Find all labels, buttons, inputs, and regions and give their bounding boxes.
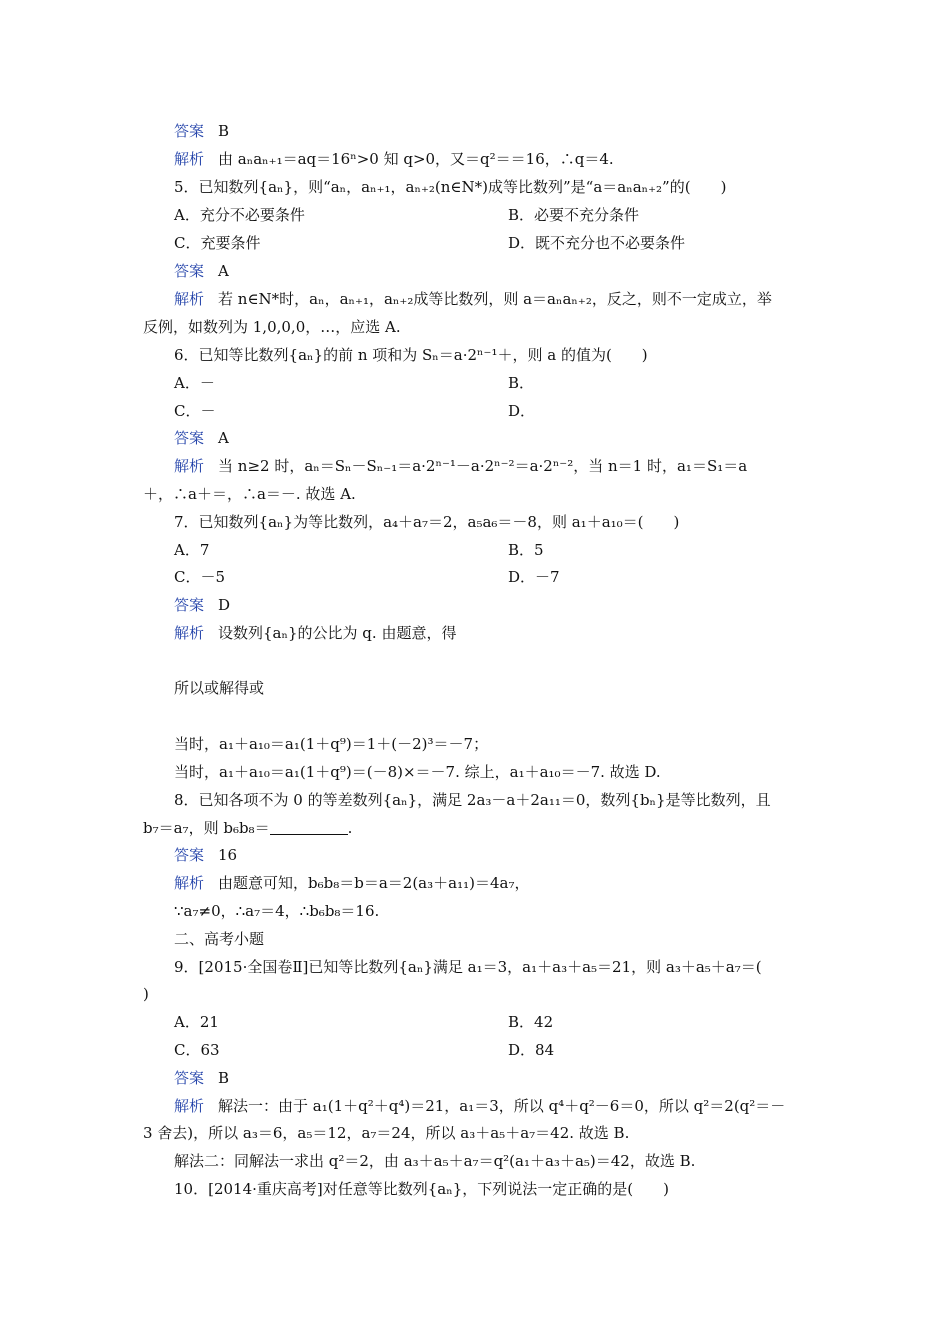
answer-label: 答案 xyxy=(174,1069,205,1087)
q5-option-b: B．必要不充分条件 xyxy=(508,206,640,224)
q5-option-d: D．既不充分也不必要条件 xyxy=(508,234,686,252)
q5-option-a: A．充分不必要条件 xyxy=(174,206,305,224)
q7-analysis-line3: 当时，a₁＋a₁₀＝a₁(1＋q⁹)＝1＋(－2)³＝－7； xyxy=(174,735,489,753)
q5-analysis-line1: 解析 若 n∈N*时，aₙ，aₙ₊₁，aₙ₊₂成等比数列，则 a＝aₙaₙ₊₂，反之，则不一定成立，举 xyxy=(174,290,772,308)
q9-option-c: C．63 xyxy=(174,1041,220,1059)
q6-analysis-line1: 解析 当 n≥2 时，aₙ＝Sₙ－Sₙ₋₁＝a·2ⁿ⁻¹－a·2ⁿ⁻²＝a·2ⁿ⁻²，当 n＝1 时，a₁＝S₁＝a xyxy=(174,457,748,475)
q9-option-d: D．84 xyxy=(508,1041,555,1059)
q6-answer-line xyxy=(0,425,950,452)
q7-option-a: A．7 xyxy=(174,541,210,559)
q9-analysis-line2: 3 舍去)，所以 a₃＝6，a₅＝12，a₇＝24，所以 a₃＋a₅＋a₇＝42. 故选 B. xyxy=(143,1124,630,1142)
q6-stem: 6．已知等比数列{aₙ}的前 n 项和为 Sₙ＝a·2ⁿ⁻¹＋，则 a 的值为( ) xyxy=(174,346,648,364)
q5-options-row1 xyxy=(0,202,950,229)
q9-stem-line2: ) xyxy=(143,985,149,1003)
q7-option-d: D．－7 xyxy=(508,568,560,586)
q9-stem-line1: 9．[2015·全国卷Ⅱ]已知等比数列{aₙ}满足 a₁＝3，a₁＋a₃＋a₅＝21，则 a₃＋a₅＋a₇＝( xyxy=(174,958,762,976)
q5-answer-line xyxy=(0,258,950,285)
q7-analysis-line4: 当时，a₁＋a₁₀＝a₁(1＋q⁹)＝(－8)×＝－7. 综上，a₁＋a₁₀＝－7. 故选 D. xyxy=(174,763,661,781)
q5-answer: A xyxy=(218,262,229,280)
q8-answer-line xyxy=(0,842,950,869)
analysis-label: 解析 xyxy=(174,874,205,892)
q9-answer: B xyxy=(218,1069,230,1087)
q8-stem-line2: b₇＝a₇，则 b₆b₈＝ . xyxy=(143,819,353,837)
q7-options-row1 xyxy=(0,537,950,564)
q5-options-row2 xyxy=(0,230,950,257)
analysis-label: 解析 xyxy=(174,457,205,475)
answer-label: 答案 xyxy=(174,846,205,864)
q9-options-row2 xyxy=(0,1037,950,1064)
analysis-label: 解析 xyxy=(174,1097,205,1115)
q7-options-row2 xyxy=(0,564,950,591)
answer-label: 答案 xyxy=(174,122,205,140)
q6-option-c: C．－ xyxy=(174,402,216,420)
answer-label: 答案 xyxy=(174,429,205,447)
q6-analysis-line2: ＋，∴a＋＝，∴a＝－. 故选 A. xyxy=(143,485,356,503)
q4-answer-line xyxy=(0,118,950,145)
q8-analysis-line1: 解析 由题意可知，b₆b₈＝b＝a＝2(a₃＋a₁₁)＝4a₇， xyxy=(174,874,530,892)
q4-analysis: 由 aₙaₙ₊₁＝aq＝16ⁿ>0 知 q>0，又＝q²＝＝16，∴q＝4. xyxy=(218,150,614,168)
q8-analysis-line2: ∵a₇≠0，∴a₇＝4，∴b₆b₈＝16. xyxy=(174,902,380,920)
q6-options-row1 xyxy=(0,370,950,397)
q9-analysis-line1: 解析 解法一：由于 a₁(1＋q²＋q⁴)＝21，a₁＝3，所以 q⁴＋q²－6＝0，所以 q²＝2(q²＝－ xyxy=(174,1097,786,1115)
q9-option-b: B．42 xyxy=(508,1013,554,1031)
analysis-label: 解析 xyxy=(174,624,205,642)
q4-answer: B xyxy=(218,122,230,140)
analysis-label: 解析 xyxy=(174,290,205,308)
q5-analysis-line2: 反例，如数列为 1,0,0,0，…，应选 A. xyxy=(143,318,401,336)
q7-option-c: C．－5 xyxy=(174,568,226,586)
analysis-label: 解析 xyxy=(174,150,205,168)
q6-option-b: B． xyxy=(508,374,535,392)
q4-analysis-line xyxy=(0,146,950,173)
q6-answer: A xyxy=(218,429,229,447)
q5-stem: 5．已知数列{aₙ}，则“aₙ，aₙ₊₁，aₙ₊₂(n∈N*)成等比数列”是“a＝aₙaₙ₊₂”的( ) xyxy=(174,178,727,196)
q6-options-row2 xyxy=(0,398,950,425)
q9-answer-line xyxy=(0,1065,950,1092)
answer-label: 答案 xyxy=(174,596,205,614)
q9-analysis-line3: 解法二：同解法一求出 q²＝2，由 a₃＋a₅＋a₇＝q²(a₁＋a₃＋a₅)＝42，故选 B. xyxy=(174,1152,696,1170)
q7-answer: D xyxy=(218,596,231,614)
q7-stem: 7．已知数列{aₙ}为等比数列，a₄＋a₇＝2，a₅a₆＝－8，则 a₁＋a₁₀＝( ) xyxy=(174,513,680,531)
q7-analysis-line2: 所以或解得或 xyxy=(174,679,265,697)
q5-option-c: C．充要条件 xyxy=(174,234,261,252)
section-heading: 二、高考小题 xyxy=(174,930,265,948)
q8-answer: 16 xyxy=(218,846,238,864)
q8-stem-line1: 8．已知各项不为 0 的等差数列{aₙ}，满足 2a₃－a＋2a₁₁＝0，数列{bₙ}是等比数列，且 xyxy=(174,791,771,809)
q7-answer-line xyxy=(0,592,950,619)
q10-stem: 10．[2014·重庆高考]对任意等比数列{aₙ}，下列说法一定正确的是( ) xyxy=(174,1180,669,1198)
q7-analysis-line1: 解析 设数列{aₙ}的公比为 q. 由题意，得 xyxy=(174,624,457,642)
answer-label: 答案 xyxy=(174,262,205,280)
answer-blank xyxy=(270,820,348,835)
q6-option-a: A．－ xyxy=(174,374,215,392)
q9-option-a: A．21 xyxy=(174,1013,219,1031)
q6-option-d: D． xyxy=(508,402,536,420)
q9-options-row1 xyxy=(0,1009,950,1036)
q7-option-b: B．5 xyxy=(508,541,544,559)
